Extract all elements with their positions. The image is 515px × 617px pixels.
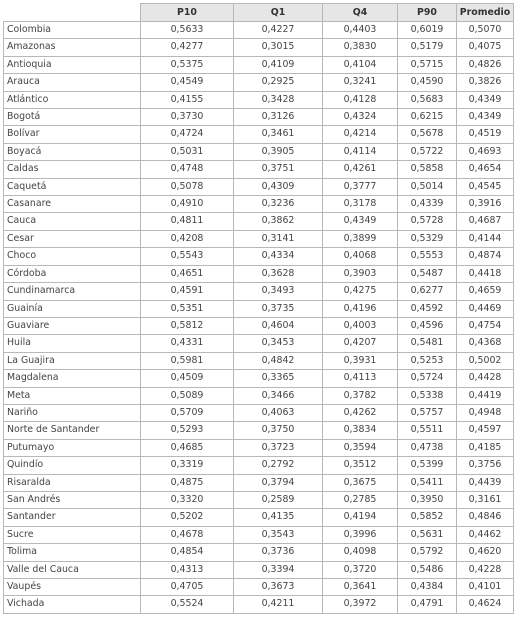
q4-cell: 0,4113	[323, 370, 398, 387]
table-row	[4, 370, 514, 387]
q1-cell: 0,3905	[234, 143, 323, 160]
header-row	[4, 4, 514, 22]
q1-cell: 0,3466	[234, 387, 323, 404]
promedio-cell: 0,4693	[457, 143, 514, 160]
promedio-cell: 0,4349	[457, 109, 514, 126]
q4-cell: 0,3241	[323, 74, 398, 91]
table-row	[4, 196, 514, 213]
column-header-p10: P10	[141, 4, 234, 22]
table-row	[4, 352, 514, 369]
q1-cell: 0,4227	[234, 22, 323, 39]
q1-cell: 0,3673	[234, 579, 323, 596]
q4-cell: 0,4196	[323, 300, 398, 317]
q4-cell: 0,4275	[323, 283, 398, 300]
q4-cell: 0,4207	[323, 335, 398, 352]
p90-cell: 0,6215	[398, 109, 457, 126]
promedio-cell: 0,4349	[457, 91, 514, 108]
promedio-cell: 0,3756	[457, 457, 514, 474]
p90-cell: 0,5253	[398, 352, 457, 369]
table-row	[4, 143, 514, 160]
promedio-cell: 0,4418	[457, 265, 514, 282]
p90-cell: 0,4791	[398, 596, 457, 613]
region-cell: Risaralda	[4, 474, 141, 491]
p10-cell: 0,5524	[141, 596, 234, 613]
p10-cell: 0,4549	[141, 74, 234, 91]
p90-cell: 0,5858	[398, 161, 457, 178]
region-cell: Santander	[4, 509, 141, 526]
promedio-cell: 0,4545	[457, 178, 514, 195]
table-row	[4, 509, 514, 526]
p90-cell: 0,5724	[398, 370, 457, 387]
column-header-p90: P90	[398, 4, 457, 22]
promedio-cell: 0,4624	[457, 596, 514, 613]
region-cell: San Andrés	[4, 491, 141, 508]
promedio-cell: 0,4948	[457, 404, 514, 421]
table-row	[4, 109, 514, 126]
q1-cell: 0,3723	[234, 439, 323, 456]
q4-cell: 0,4068	[323, 248, 398, 265]
p90-cell: 0,5411	[398, 474, 457, 491]
q4-cell: 0,4403	[323, 22, 398, 39]
promedio-cell: 0,4874	[457, 248, 514, 265]
q4-cell: 0,4128	[323, 91, 398, 108]
promedio-cell: 0,4597	[457, 422, 514, 439]
table-row	[4, 404, 514, 421]
q4-cell: 0,3834	[323, 422, 398, 439]
promedio-cell: 0,4654	[457, 161, 514, 178]
p10-cell: 0,4705	[141, 579, 234, 596]
p90-cell: 0,4738	[398, 439, 457, 456]
q1-cell: 0,3015	[234, 39, 323, 56]
q4-cell: 0,3641	[323, 579, 398, 596]
p10-cell: 0,4313	[141, 561, 234, 578]
q1-cell: 0,3751	[234, 161, 323, 178]
p10-cell: 0,4208	[141, 230, 234, 247]
p90-cell: 0,5715	[398, 56, 457, 73]
p10-cell: 0,4811	[141, 213, 234, 230]
promedio-cell: 0,4144	[457, 230, 514, 247]
promedio-cell: 0,4846	[457, 509, 514, 526]
p10-cell: 0,4591	[141, 283, 234, 300]
promedio-cell: 0,4687	[457, 213, 514, 230]
table-row	[4, 178, 514, 195]
table-body	[4, 22, 514, 614]
promedio-cell: 0,4659	[457, 283, 514, 300]
q1-cell: 0,2589	[234, 491, 323, 508]
region-cell: Córdoba	[4, 265, 141, 282]
p90-cell: 0,4384	[398, 579, 457, 596]
p90-cell: 0,4596	[398, 317, 457, 334]
q1-cell: 0,3428	[234, 91, 323, 108]
q4-cell: 0,4349	[323, 213, 398, 230]
region-cell: Bogotá	[4, 109, 141, 126]
p10-cell: 0,5812	[141, 317, 234, 334]
q1-cell: 0,3628	[234, 265, 323, 282]
region-cell: Valle del Cauca	[4, 561, 141, 578]
region-cell: Quindío	[4, 457, 141, 474]
region-cell: Choco	[4, 248, 141, 265]
q1-cell: 0,4309	[234, 178, 323, 195]
region-cell: Sucre	[4, 526, 141, 543]
promedio-cell: 0,4368	[457, 335, 514, 352]
region-cell: Putumayo	[4, 439, 141, 456]
p90-cell: 0,5792	[398, 544, 457, 561]
region-cell: Guaviare	[4, 317, 141, 334]
p90-cell: 0,5481	[398, 335, 457, 352]
p90-cell: 0,5338	[398, 387, 457, 404]
p90-cell: 0,5722	[398, 143, 457, 160]
q4-cell: 0,4262	[323, 404, 398, 421]
region-cell: La Guajira	[4, 352, 141, 369]
table-row	[4, 74, 514, 91]
p10-cell: 0,5375	[141, 56, 234, 73]
q4-cell: 0,3675	[323, 474, 398, 491]
region-cell: Norte de Santander	[4, 422, 141, 439]
table-row	[4, 283, 514, 300]
p10-cell: 0,5202	[141, 509, 234, 526]
p10-cell: 0,4509	[141, 370, 234, 387]
region-cell: Cauca	[4, 213, 141, 230]
q4-cell: 0,4261	[323, 161, 398, 178]
table-row	[4, 265, 514, 282]
promedio-cell: 0,4101	[457, 579, 514, 596]
promedio-cell: 0,4826	[457, 56, 514, 73]
table-header	[4, 4, 514, 22]
q1-cell: 0,4135	[234, 509, 323, 526]
table-row	[4, 300, 514, 317]
q1-cell: 0,3365	[234, 370, 323, 387]
p90-cell: 0,5511	[398, 422, 457, 439]
q4-cell: 0,3899	[323, 230, 398, 247]
table-row	[4, 561, 514, 578]
table-row	[4, 39, 514, 56]
q1-cell: 0,3453	[234, 335, 323, 352]
region-cell: Magdalena	[4, 370, 141, 387]
p90-cell: 0,5329	[398, 230, 457, 247]
promedio-cell: 0,4620	[457, 544, 514, 561]
promedio-cell: 0,4754	[457, 317, 514, 334]
promedio-cell: 0,3826	[457, 74, 514, 91]
table-row	[4, 544, 514, 561]
region-cell: Atlántico	[4, 91, 141, 108]
p90-cell: 0,5678	[398, 126, 457, 143]
promedio-cell: 0,4519	[457, 126, 514, 143]
region-cell: Bolívar	[4, 126, 141, 143]
p90-cell: 0,5728	[398, 213, 457, 230]
q1-cell: 0,2925	[234, 74, 323, 91]
p10-cell: 0,5709	[141, 404, 234, 421]
p90-cell: 0,5852	[398, 509, 457, 526]
column-header-q1: Q1	[234, 4, 323, 22]
p90-cell: 0,5014	[398, 178, 457, 195]
table-row	[4, 596, 514, 613]
promedio-cell: 0,4075	[457, 39, 514, 56]
promedio-cell: 0,4228	[457, 561, 514, 578]
p10-cell: 0,4748	[141, 161, 234, 178]
table-row	[4, 474, 514, 491]
q1-cell: 0,2792	[234, 457, 323, 474]
region-cell: Boyacá	[4, 143, 141, 160]
table-row	[4, 422, 514, 439]
region-cell: Nariño	[4, 404, 141, 421]
region-cell: Arauca	[4, 74, 141, 91]
region-cell: Colombia	[4, 22, 141, 39]
p90-cell: 0,4590	[398, 74, 457, 91]
table-row	[4, 126, 514, 143]
region-cell: Tolima	[4, 544, 141, 561]
p90-cell: 0,4339	[398, 196, 457, 213]
table-row	[4, 22, 514, 39]
table-row	[4, 317, 514, 334]
q4-cell: 0,4324	[323, 109, 398, 126]
p10-cell: 0,4331	[141, 335, 234, 352]
q1-cell: 0,3862	[234, 213, 323, 230]
promedio-cell: 0,3161	[457, 491, 514, 508]
p10-cell: 0,4651	[141, 265, 234, 282]
region-cell: Caquetá	[4, 178, 141, 195]
promedio-cell: 0,4439	[457, 474, 514, 491]
region-cell: Cesar	[4, 230, 141, 247]
p10-cell: 0,5351	[141, 300, 234, 317]
p90-cell: 0,5757	[398, 404, 457, 421]
p90-cell: 0,5553	[398, 248, 457, 265]
table-row	[4, 230, 514, 247]
q1-cell: 0,3493	[234, 283, 323, 300]
p10-cell: 0,5293	[141, 422, 234, 439]
q1-cell: 0,3543	[234, 526, 323, 543]
q4-cell: 0,2785	[323, 491, 398, 508]
table-row	[4, 579, 514, 596]
region-cell: Vichada	[4, 596, 141, 613]
q4-cell: 0,4214	[323, 126, 398, 143]
q4-cell: 0,4003	[323, 317, 398, 334]
region-cell: Vaupés	[4, 579, 141, 596]
p10-cell: 0,4724	[141, 126, 234, 143]
q1-cell: 0,3236	[234, 196, 323, 213]
table-row	[4, 439, 514, 456]
table-row	[4, 457, 514, 474]
table-row	[4, 248, 514, 265]
table-row	[4, 161, 514, 178]
q1-cell: 0,3735	[234, 300, 323, 317]
p10-cell: 0,4155	[141, 91, 234, 108]
p10-cell: 0,4685	[141, 439, 234, 456]
region-cell: Cundinamarca	[4, 283, 141, 300]
p90-cell: 0,5487	[398, 265, 457, 282]
p10-cell: 0,4678	[141, 526, 234, 543]
p10-cell: 0,5543	[141, 248, 234, 265]
q1-cell: 0,4109	[234, 56, 323, 73]
q4-cell: 0,3720	[323, 561, 398, 578]
q1-cell: 0,3394	[234, 561, 323, 578]
promedio-cell: 0,4185	[457, 439, 514, 456]
p90-cell: 0,6019	[398, 22, 457, 39]
table-row	[4, 526, 514, 543]
p10-cell: 0,4277	[141, 39, 234, 56]
p10-cell: 0,3730	[141, 109, 234, 126]
table-row	[4, 335, 514, 352]
q1-cell: 0,3461	[234, 126, 323, 143]
table-row	[4, 213, 514, 230]
region-cell: Huila	[4, 335, 141, 352]
promedio-cell: 0,3916	[457, 196, 514, 213]
p90-cell: 0,4592	[398, 300, 457, 317]
p10-cell: 0,5031	[141, 143, 234, 160]
p90-cell: 0,5179	[398, 39, 457, 56]
q4-cell: 0,3996	[323, 526, 398, 543]
p90-cell: 0,3950	[398, 491, 457, 508]
promedio-cell: 0,4428	[457, 370, 514, 387]
column-header-q4: Q4	[323, 4, 398, 22]
p10-cell: 0,4910	[141, 196, 234, 213]
p10-cell: 0,4875	[141, 474, 234, 491]
table-row	[4, 491, 514, 508]
promedio-cell: 0,5002	[457, 352, 514, 369]
q4-cell: 0,3931	[323, 352, 398, 369]
q4-cell: 0,3830	[323, 39, 398, 56]
p10-cell: 0,3319	[141, 457, 234, 474]
q4-cell: 0,3782	[323, 387, 398, 404]
region-cell: Casanare	[4, 196, 141, 213]
p10-cell: 0,5981	[141, 352, 234, 369]
table-row	[4, 387, 514, 404]
promedio-cell: 0,5070	[457, 22, 514, 39]
q4-cell: 0,3594	[323, 439, 398, 456]
data-table	[3, 3, 514, 614]
p10-cell: 0,5089	[141, 387, 234, 404]
q4-cell: 0,4104	[323, 56, 398, 73]
q1-cell: 0,3126	[234, 109, 323, 126]
table-row	[4, 91, 514, 108]
q4-cell: 0,3903	[323, 265, 398, 282]
q4-cell: 0,3512	[323, 457, 398, 474]
q1-cell: 0,3141	[234, 230, 323, 247]
region-cell: Guainía	[4, 300, 141, 317]
promedio-cell: 0,4469	[457, 300, 514, 317]
q4-cell: 0,4114	[323, 143, 398, 160]
region-cell: Antioquia	[4, 56, 141, 73]
q1-cell: 0,3794	[234, 474, 323, 491]
q1-cell: 0,3750	[234, 422, 323, 439]
promedio-cell: 0,4462	[457, 526, 514, 543]
q4-cell: 0,4098	[323, 544, 398, 561]
p90-cell: 0,5683	[398, 91, 457, 108]
p10-cell: 0,4854	[141, 544, 234, 561]
p90-cell: 0,5631	[398, 526, 457, 543]
promedio-cell: 0,4419	[457, 387, 514, 404]
p90-cell: 0,6277	[398, 283, 457, 300]
p90-cell: 0,5399	[398, 457, 457, 474]
q4-cell: 0,3972	[323, 596, 398, 613]
column-header-promedio: Promedio	[457, 4, 514, 22]
region-cell: Meta	[4, 387, 141, 404]
q1-cell: 0,4334	[234, 248, 323, 265]
q4-cell: 0,3777	[323, 178, 398, 195]
region-cell: Amazonas	[4, 39, 141, 56]
q1-cell: 0,4063	[234, 404, 323, 421]
p10-cell: 0,5633	[141, 22, 234, 39]
table-container	[3, 3, 514, 614]
region-cell: Caldas	[4, 161, 141, 178]
q4-cell: 0,4194	[323, 509, 398, 526]
header-corner	[4, 4, 141, 22]
q1-cell: 0,4211	[234, 596, 323, 613]
q1-cell: 0,3736	[234, 544, 323, 561]
p90-cell: 0,5486	[398, 561, 457, 578]
q1-cell: 0,4604	[234, 317, 323, 334]
p10-cell: 0,5078	[141, 178, 234, 195]
p10-cell: 0,3320	[141, 491, 234, 508]
q4-cell: 0,3178	[323, 196, 398, 213]
q1-cell: 0,4842	[234, 352, 323, 369]
table-row	[4, 56, 514, 73]
